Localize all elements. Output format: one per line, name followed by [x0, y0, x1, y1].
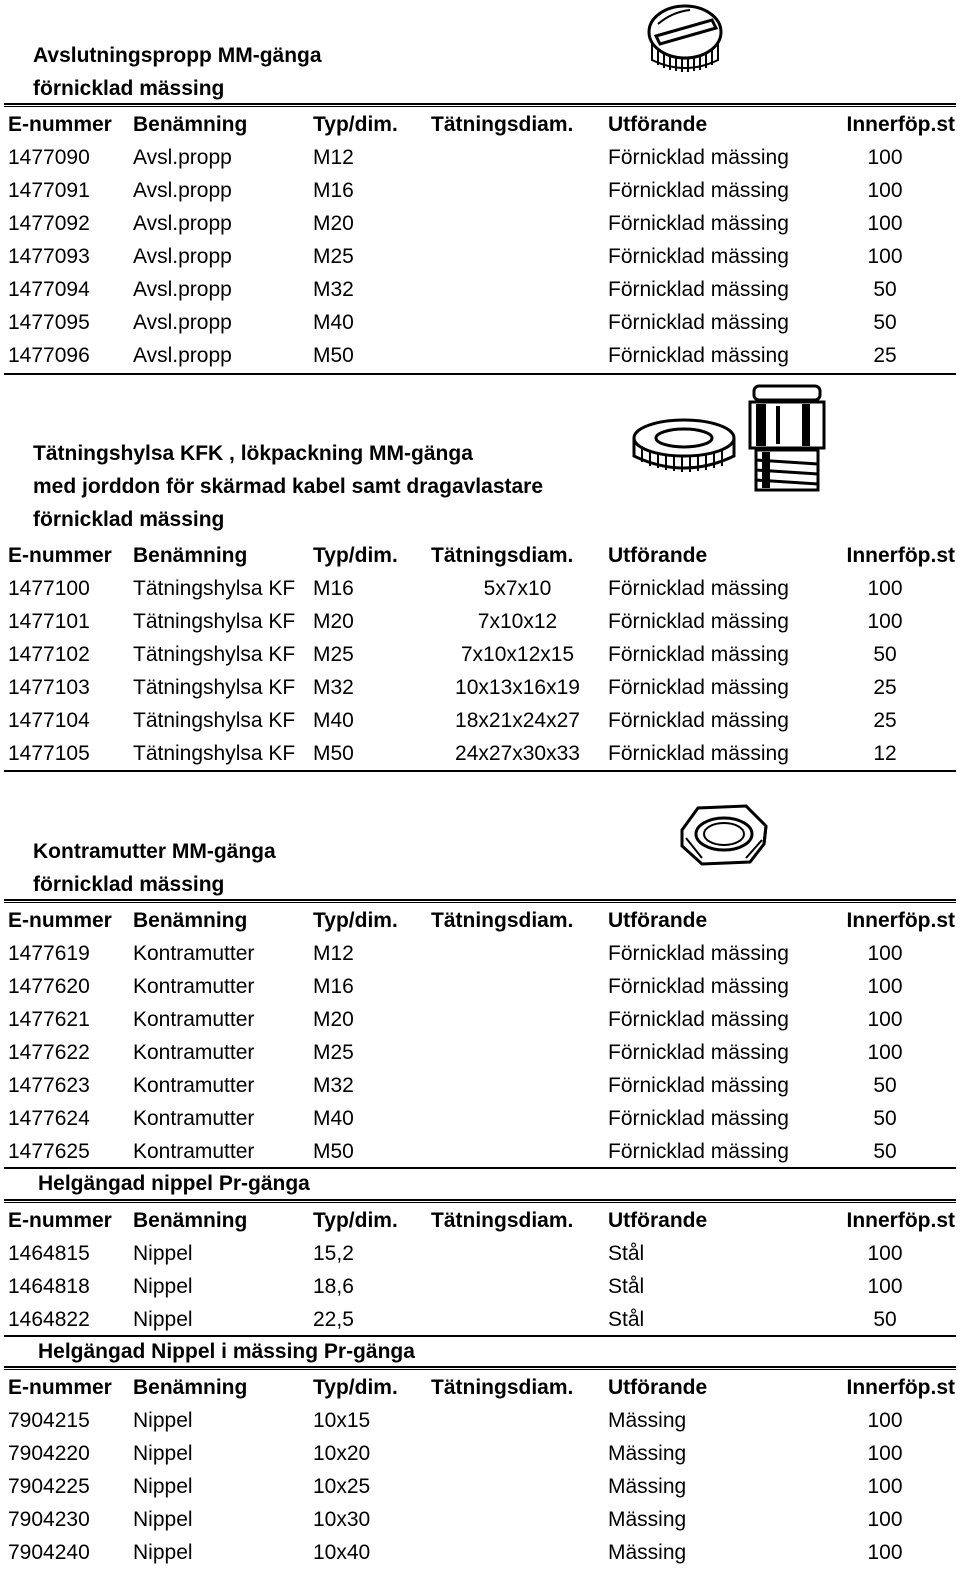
table-row	[0, 1036, 960, 1069]
col-header-enummer: E-nummer	[8, 1209, 112, 1232]
cell-benamning: Kontramutter	[133, 1008, 255, 1031]
cell-utforande: Förnicklad mässing	[608, 610, 789, 633]
cell-typ: M50	[313, 1140, 354, 1163]
cell-innerfop: 50	[873, 1140, 897, 1163]
cell-utforande: Förnicklad mässing	[608, 1041, 789, 1064]
cell-innerfop: 100	[867, 942, 903, 965]
cell-typ: M12	[313, 942, 354, 965]
col-header-enummer: E-nummer	[8, 113, 112, 136]
section-title-line: förnicklad mässing	[33, 77, 225, 100]
cell-innerfop: 100	[867, 1008, 903, 1031]
cell-typ: M40	[313, 1107, 354, 1130]
cell-innerfop: 100	[867, 577, 903, 600]
cell-benamning: Tätningshylsa KF	[133, 643, 296, 666]
cell-benamning: Avsl.propp	[133, 146, 232, 169]
cell-typ: M20	[313, 1008, 354, 1031]
cell-typ: 10x15	[313, 1409, 371, 1432]
cell-utforande: Stål	[608, 1242, 645, 1265]
cell-innerfop: 25	[873, 676, 897, 699]
col-header-enummer: E-nummer	[8, 544, 112, 567]
section-title-line: med jorddon för skärmad kabel samt dragavlastare	[33, 475, 544, 498]
cell-benamning: Nippel	[133, 1442, 193, 1465]
cell-utforande: Mässing	[608, 1475, 687, 1498]
cell-enummer: 1477095	[8, 311, 90, 334]
cell-benamning: Tätningshylsa KF	[133, 610, 296, 633]
table-row	[0, 1437, 960, 1470]
cell-utforande: Förnicklad mässing	[608, 1008, 789, 1031]
table-row	[0, 1470, 960, 1503]
cell-utforande: Förnicklad mässing	[608, 311, 789, 334]
cell-typ: M40	[313, 311, 354, 334]
cell-utforande: Förnicklad mässing	[608, 245, 789, 268]
table-row	[0, 306, 960, 339]
section-rule	[4, 1199, 956, 1203]
cell-utforande: Förnicklad mässing	[608, 179, 789, 202]
cell-benamning: Avsl.propp	[133, 212, 232, 235]
cell-enummer: 1477093	[8, 245, 90, 268]
cell-tatning: 10x13x16x19	[455, 676, 580, 699]
cell-enummer: 1477621	[8, 1008, 90, 1031]
cell-enummer: 1477619	[8, 942, 90, 965]
table-row	[0, 671, 960, 704]
table-header-row	[0, 1204, 960, 1237]
cell-utforande: Förnicklad mässing	[608, 1074, 789, 1097]
cell-innerfop: 100	[867, 212, 903, 235]
cell-benamning: Avsl.propp	[133, 344, 232, 367]
cell-benamning: Avsl.propp	[133, 311, 232, 334]
col-header-innerfop: Innerföp.st	[846, 1376, 955, 1399]
col-header-utforande: Utförande	[608, 1376, 708, 1399]
cell-utforande: Förnicklad mässing	[608, 1140, 789, 1163]
col-header-tatning: Tätningsdiam.	[431, 1376, 574, 1399]
cell-innerfop: 25	[873, 709, 897, 732]
cell-enummer: 1464822	[8, 1308, 90, 1331]
cell-benamning: Tätningshylsa KF	[133, 577, 296, 600]
section-rule	[4, 1366, 956, 1370]
cell-typ: M20	[313, 610, 354, 633]
cell-enummer: 1477100	[8, 577, 90, 600]
cell-enummer: 7904225	[8, 1475, 90, 1498]
col-header-tatning: Tätningsdiam.	[431, 1209, 574, 1232]
cell-enummer: 7904215	[8, 1409, 90, 1432]
cell-typ: M32	[313, 278, 354, 301]
cell-enummer: 1477102	[8, 643, 90, 666]
table-row	[0, 1102, 960, 1135]
cell-typ: 18,6	[313, 1275, 354, 1298]
table-row	[0, 638, 960, 671]
cell-utforande: Förnicklad mässing	[608, 1107, 789, 1130]
col-header-benamning: Benämning	[133, 544, 248, 567]
cell-enummer: 1477622	[8, 1041, 90, 1064]
cell-utforande: Förnicklad mässing	[608, 975, 789, 998]
section-title-line: Avslutningspropp MM-gänga	[33, 44, 322, 67]
cell-tatning: 7x10x12	[477, 610, 558, 633]
cell-enummer: 1464815	[8, 1242, 90, 1265]
section-title-line: förnicklad mässing	[33, 873, 225, 896]
table-row	[0, 339, 960, 372]
cell-benamning: Nippel	[133, 1475, 193, 1498]
cell-benamning: Kontramutter	[133, 942, 255, 965]
cell-enummer: 7904220	[8, 1442, 90, 1465]
cell-innerfop: 50	[873, 311, 897, 334]
cell-utforande: Förnicklad mässing	[608, 643, 789, 666]
col-header-enummer: E-nummer	[8, 909, 112, 932]
cell-benamning: Tätningshylsa KF	[133, 676, 296, 699]
cell-enummer: 7904230	[8, 1508, 90, 1531]
cell-benamning: Nippel	[133, 1308, 193, 1331]
table-header-row	[0, 108, 960, 141]
cell-utforande: Förnicklad mässing	[608, 577, 789, 600]
cable-gland-illustration	[632, 380, 832, 500]
cell-innerfop: 100	[867, 1475, 903, 1498]
cell-tatning: 18x21x24x27	[455, 709, 580, 732]
cell-benamning: Kontramutter	[133, 1074, 255, 1097]
col-header-typ: Typ/dim.	[313, 909, 398, 932]
cell-typ: M16	[313, 577, 354, 600]
col-header-innerfop: Innerföp.st	[846, 1209, 955, 1232]
cell-innerfop: 100	[867, 1409, 903, 1432]
table-row	[0, 937, 960, 970]
cell-utforande: Stål	[608, 1275, 645, 1298]
cell-innerfop: 100	[867, 1242, 903, 1265]
table-row	[0, 1003, 960, 1036]
cell-enummer: 1477105	[8, 742, 90, 765]
cell-benamning: Kontramutter	[133, 975, 255, 998]
cell-innerfop: 50	[873, 1308, 897, 1331]
col-header-benamning: Benämning	[133, 113, 248, 136]
cell-utforande: Mässing	[608, 1508, 687, 1531]
cell-typ: M50	[313, 344, 354, 367]
cell-utforande: Mässing	[608, 1442, 687, 1465]
cell-enummer: 1464818	[8, 1275, 90, 1298]
cell-enummer: 1477090	[8, 146, 90, 169]
cell-benamning: Avsl.propp	[133, 245, 232, 268]
cell-benamning: Kontramutter	[133, 1041, 255, 1064]
cell-innerfop: 50	[873, 1107, 897, 1130]
cell-innerfop: 100	[867, 1041, 903, 1064]
col-header-utforande: Utförande	[608, 544, 708, 567]
cell-tatning: 5x7x10	[483, 577, 552, 600]
col-header-tatning: Tätningsdiam.	[431, 909, 574, 932]
section-title-line: Kontramutter MM-gänga	[33, 840, 276, 863]
table-row	[0, 1536, 960, 1569]
section-end-rule	[4, 373, 956, 375]
cell-benamning: Nippel	[133, 1508, 193, 1531]
cell-typ: M25	[313, 245, 354, 268]
section-rule	[4, 103, 956, 107]
table-header-row	[0, 1371, 960, 1404]
cell-typ: M25	[313, 643, 354, 666]
section-title-line: förnicklad mässing	[33, 508, 225, 531]
col-header-benamning: Benämning	[133, 1376, 248, 1399]
cell-innerfop: 100	[867, 975, 903, 998]
cell-typ: M16	[313, 975, 354, 998]
cell-benamning: Nippel	[133, 1409, 193, 1432]
col-header-typ: Typ/dim.	[313, 1376, 398, 1399]
cell-utforande: Förnicklad mässing	[608, 942, 789, 965]
table-row	[0, 572, 960, 605]
cell-enummer: 1477094	[8, 278, 90, 301]
col-header-utforande: Utförande	[608, 1209, 708, 1232]
table-row	[0, 1069, 960, 1102]
cell-innerfop: 100	[867, 179, 903, 202]
cell-innerfop: 100	[867, 1508, 903, 1531]
col-header-tatning: Tätningsdiam.	[431, 113, 574, 136]
cell-benamning: Nippel	[133, 1242, 193, 1265]
cell-utforande: Förnicklad mässing	[608, 146, 789, 169]
col-header-utforande: Utförande	[608, 113, 708, 136]
cell-benamning: Avsl.propp	[133, 278, 232, 301]
col-header-typ: Typ/dim.	[313, 544, 398, 567]
cell-typ: M25	[313, 1041, 354, 1064]
cell-typ: 15,2	[313, 1242, 354, 1265]
table-row	[0, 1404, 960, 1437]
cell-benamning: Kontramutter	[133, 1140, 255, 1163]
cell-enummer: 1477624	[8, 1107, 90, 1130]
cell-utforande: Förnicklad mässing	[608, 709, 789, 732]
cell-tatning: 7x10x12x15	[460, 643, 575, 666]
cell-enummer: 1477625	[8, 1140, 90, 1163]
cell-utforande: Förnicklad mässing	[608, 212, 789, 235]
col-header-innerfop: Innerföp.st	[846, 544, 955, 567]
table-row	[0, 240, 960, 273]
cell-innerfop: 100	[867, 1442, 903, 1465]
table-row	[0, 174, 960, 207]
cell-benamning: Kontramutter	[133, 1107, 255, 1130]
table-row	[0, 1237, 960, 1270]
cell-enummer: 1477101	[8, 610, 90, 633]
cell-typ: 10x20	[313, 1442, 371, 1465]
cell-utforande: Stål	[608, 1308, 645, 1331]
cell-utforande: Mässing	[608, 1541, 687, 1564]
cell-enummer: 7904240	[8, 1541, 90, 1564]
cell-enummer: 1477091	[8, 179, 90, 202]
col-header-utforande: Utförande	[608, 909, 708, 932]
table-row	[0, 1135, 960, 1168]
cell-enummer: 1477623	[8, 1074, 90, 1097]
cell-enummer: 1477104	[8, 709, 90, 732]
table-row	[0, 704, 960, 737]
cell-typ: M32	[313, 676, 354, 699]
table-row	[0, 1270, 960, 1303]
col-header-typ: Typ/dim.	[313, 113, 398, 136]
col-header-benamning: Benämning	[133, 909, 248, 932]
cell-innerfop: 100	[867, 1541, 903, 1564]
cell-typ: M12	[313, 146, 354, 169]
cell-utforande: Mässing	[608, 1409, 687, 1432]
table-row	[0, 605, 960, 638]
cell-benamning: Nippel	[133, 1541, 193, 1564]
table-header-row	[0, 539, 960, 572]
section-title-line: Tätningshylsa KFK , lökpackning MM-gänga	[33, 442, 473, 465]
cell-enummer: 1477103	[8, 676, 90, 699]
cell-typ: M32	[313, 1074, 354, 1097]
cell-typ: 10x40	[313, 1541, 371, 1564]
table-row	[0, 207, 960, 240]
cell-typ: 10x30	[313, 1508, 371, 1531]
cell-innerfop: 100	[867, 1275, 903, 1298]
cell-utforande: Förnicklad mässing	[608, 278, 789, 301]
cell-innerfop: 100	[867, 610, 903, 633]
cell-typ: 10x25	[313, 1475, 371, 1498]
cell-typ: M40	[313, 709, 354, 732]
cell-typ: M50	[313, 742, 354, 765]
section-title-line: Helgängad Nippel i mässing Pr-gänga	[38, 1340, 415, 1363]
table-row	[0, 1303, 960, 1336]
section-end-rule	[4, 770, 956, 772]
cell-innerfop: 12	[873, 742, 897, 765]
cell-innerfop: 25	[873, 344, 897, 367]
cell-typ: M16	[313, 179, 354, 202]
cell-enummer: 1477092	[8, 212, 90, 235]
cell-typ: 22,5	[313, 1308, 354, 1331]
cell-innerfop: 100	[867, 146, 903, 169]
cell-innerfop: 100	[867, 245, 903, 268]
end-plug-illustration	[644, 2, 726, 76]
cell-enummer: 1477620	[8, 975, 90, 998]
cell-tatning: 24x27x30x33	[455, 742, 580, 765]
cell-utforande: Förnicklad mässing	[608, 344, 789, 367]
table-row	[0, 737, 960, 770]
cell-innerfop: 50	[873, 278, 897, 301]
lock-nut-illustration	[676, 798, 772, 870]
cell-typ: M20	[313, 212, 354, 235]
cell-utforande: Förnicklad mässing	[608, 676, 789, 699]
cell-enummer: 1477096	[8, 344, 90, 367]
section-title-line: Helgängad nippel Pr-gänga	[38, 1172, 310, 1195]
cell-innerfop: 50	[873, 643, 897, 666]
table-row	[0, 141, 960, 174]
cell-innerfop: 50	[873, 1074, 897, 1097]
col-header-enummer: E-nummer	[8, 1376, 112, 1399]
table-header-row	[0, 904, 960, 937]
col-header-tatning: Tätningsdiam.	[431, 544, 574, 567]
table-row	[0, 273, 960, 306]
cell-benamning: Tätningshylsa KF	[133, 709, 296, 732]
cell-utforande: Förnicklad mässing	[608, 742, 789, 765]
cell-benamning: Nippel	[133, 1275, 193, 1298]
cell-benamning: Tätningshylsa KF	[133, 742, 296, 765]
col-header-innerfop: Innerföp.st	[846, 113, 955, 136]
col-header-innerfop: Innerföp.st	[846, 909, 955, 932]
table-row	[0, 1503, 960, 1536]
section-rule	[4, 899, 956, 903]
cell-benamning: Avsl.propp	[133, 179, 232, 202]
col-header-benamning: Benämning	[133, 1209, 248, 1232]
col-header-typ: Typ/dim.	[313, 1209, 398, 1232]
table-row	[0, 970, 960, 1003]
